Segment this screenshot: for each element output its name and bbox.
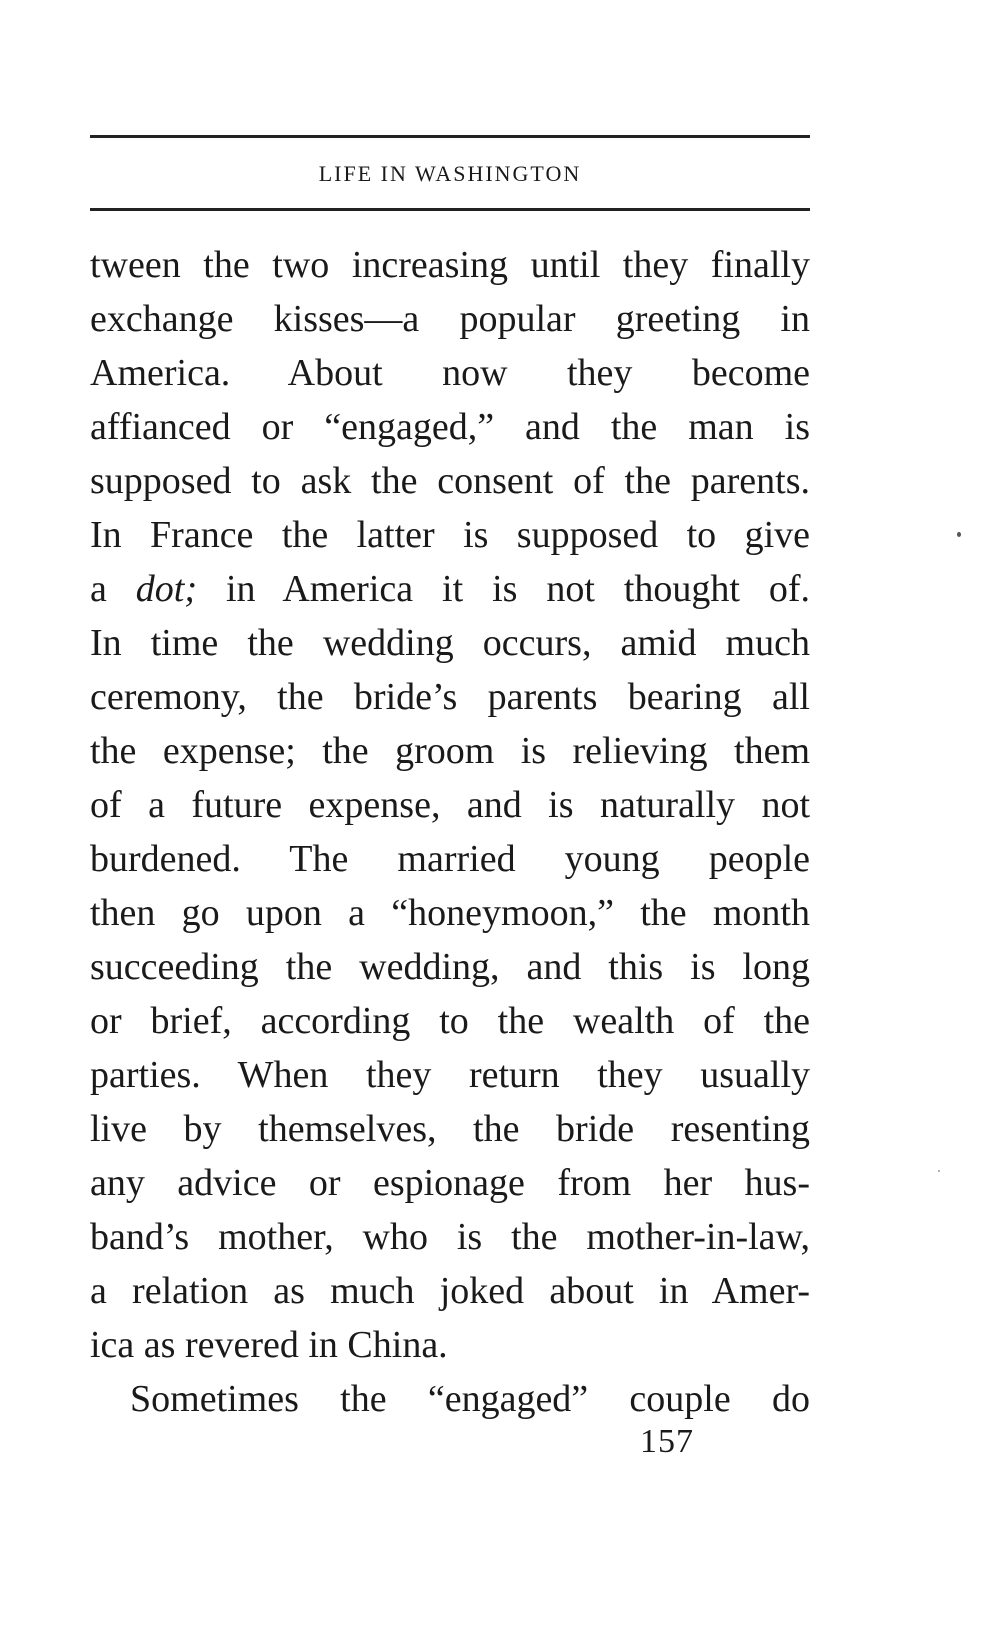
text-fragment: a (90, 568, 107, 610)
text-line: then go upon a “honeymoon,” the month (90, 892, 810, 934)
text-line: or brief, according to the wealth of the (90, 1000, 810, 1042)
text-line: exchange kisses—a popular greeting in (90, 298, 810, 340)
text-line: burdened. The married young people (90, 838, 810, 880)
text-line: band’s mother, who is the mother-in-law, (90, 1216, 810, 1258)
text-line-with-italic (90, 562, 810, 616)
text-line: a relation as much joked about in Amer- (90, 1270, 810, 1312)
text-line: succeeding the wedding, and this is long (90, 946, 810, 988)
text-line: In time the wedding occurs, amid much (90, 622, 810, 664)
italic-word: dot; (135, 568, 198, 610)
running-head: LIFE IN WASHINGTON (318, 161, 582, 186)
page-number: 157 (640, 1423, 694, 1460)
text-line: affianced or “engaged,” and the man is (90, 406, 810, 448)
text-line: America. About now they become (90, 352, 810, 394)
header-rule-bottom (90, 208, 810, 211)
text-line: live by themselves, the bride resenting (90, 1108, 810, 1150)
header-rule-top (90, 135, 810, 138)
text-line-paragraph-end: ica as revered in China. (90, 1324, 448, 1366)
text-line: In France the latter is supposed to give (90, 514, 810, 556)
scan-speck (957, 532, 961, 537)
text-line: ceremony, the bride’s parents bearing all (90, 676, 810, 718)
scan-speck (938, 1170, 940, 1172)
text-line: the expense; the groom is relieving them (90, 730, 810, 772)
text-line: tween the two increasing until they finally (90, 244, 810, 286)
text-line: any advice or espionage from her hus- (90, 1162, 810, 1204)
text-line: of a future expense, and is naturally not (90, 784, 810, 826)
text-fragment: in America it is not thought of. (225, 568, 811, 610)
text-line-paragraph-start: Sometimes the “engaged” couple do (130, 1378, 810, 1420)
body-text (90, 238, 810, 1426)
text-line: supposed to ask the consent of the parents. (90, 460, 810, 502)
text-line: parties. When they return they usually (90, 1054, 810, 1096)
